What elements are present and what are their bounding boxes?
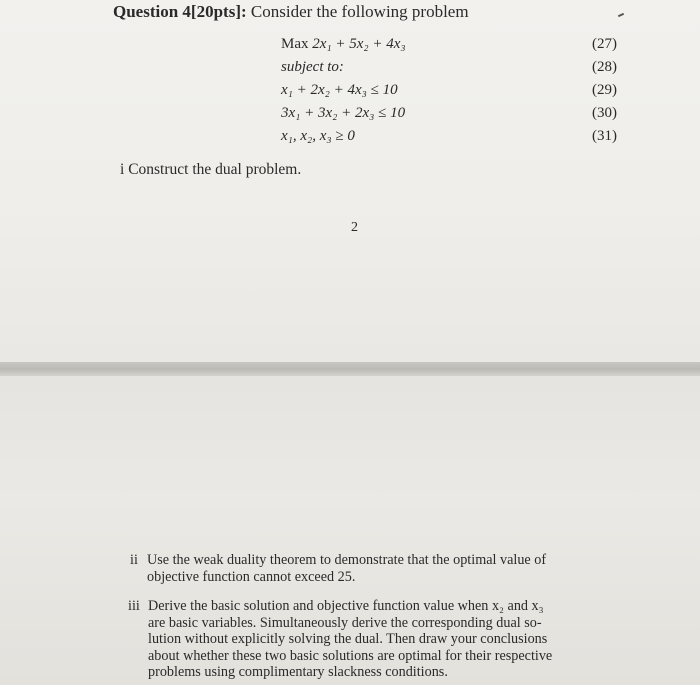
part-i-text: Construct the dual problem. — [128, 161, 302, 178]
question-heading — [113, 2, 469, 22]
equation-number: (30) — [592, 105, 617, 121]
part-iii-line: lution without explicitly solving the dual. Then draw your conclusions — [148, 631, 548, 647]
lp-constraint-1-expression: x₁ + 2x₂ + 4x₃ ≤ 10 — [281, 82, 398, 98]
equation-number: (28) — [592, 59, 617, 75]
part-iii-line: about whether these two basic solutions are optimal for their respective — [148, 647, 553, 664]
part-i-numeral: i — [120, 161, 125, 178]
part-iii-text — [148, 598, 618, 681]
lp-constraint-2-expression: 3x₁ + 3x₂ + 2x₃ ≤ 10 — [281, 105, 406, 121]
page-number: 2 — [351, 220, 358, 235]
part-ii-line: objective function cannot exceed 25. — [147, 568, 356, 585]
equation-number: (27) — [592, 36, 617, 52]
part-iii-line: Derive the basic solution and objective function value when x₂ and x₃ — [148, 598, 544, 614]
lp-max-keyword: Max — [281, 36, 309, 52]
lp-objective — [281, 36, 406, 53]
lp-nonnegativity — [281, 128, 355, 145]
lp-subject-to — [281, 59, 344, 76]
lp-subject-to-text: subject to: — [281, 59, 344, 75]
lp-objective-expression: 2x₁ + 5x₂ + 4x₃ — [312, 36, 406, 52]
lp-constraint-2 — [281, 105, 405, 122]
page-fold-shadow — [0, 362, 700, 376]
part-ii-text — [147, 552, 617, 585]
part-iii-numeral: iii — [128, 598, 140, 614]
lp-nonnegativity-expression: x₁, x₂, x₃ ≥ 0 — [281, 128, 355, 144]
lp-constraint-1 — [281, 82, 398, 99]
equation-number: (31) — [592, 128, 617, 144]
equation-number: (29) — [592, 82, 617, 98]
question-text: Consider the following problem — [250, 2, 469, 21]
part-iii-line: problems using complimentary slackness conditions. — [148, 664, 448, 680]
part-ii-numeral: ii — [130, 552, 138, 568]
part-ii-line: Use the weak duality theorem to demonstrate that the optimal value of — [147, 552, 547, 568]
part-i — [120, 161, 301, 179]
question-label: Question 4[20pts]: — [113, 2, 247, 21]
part-iii-line: are basic variables. Simultaneously derive the corresponding dual so- — [148, 614, 542, 631]
